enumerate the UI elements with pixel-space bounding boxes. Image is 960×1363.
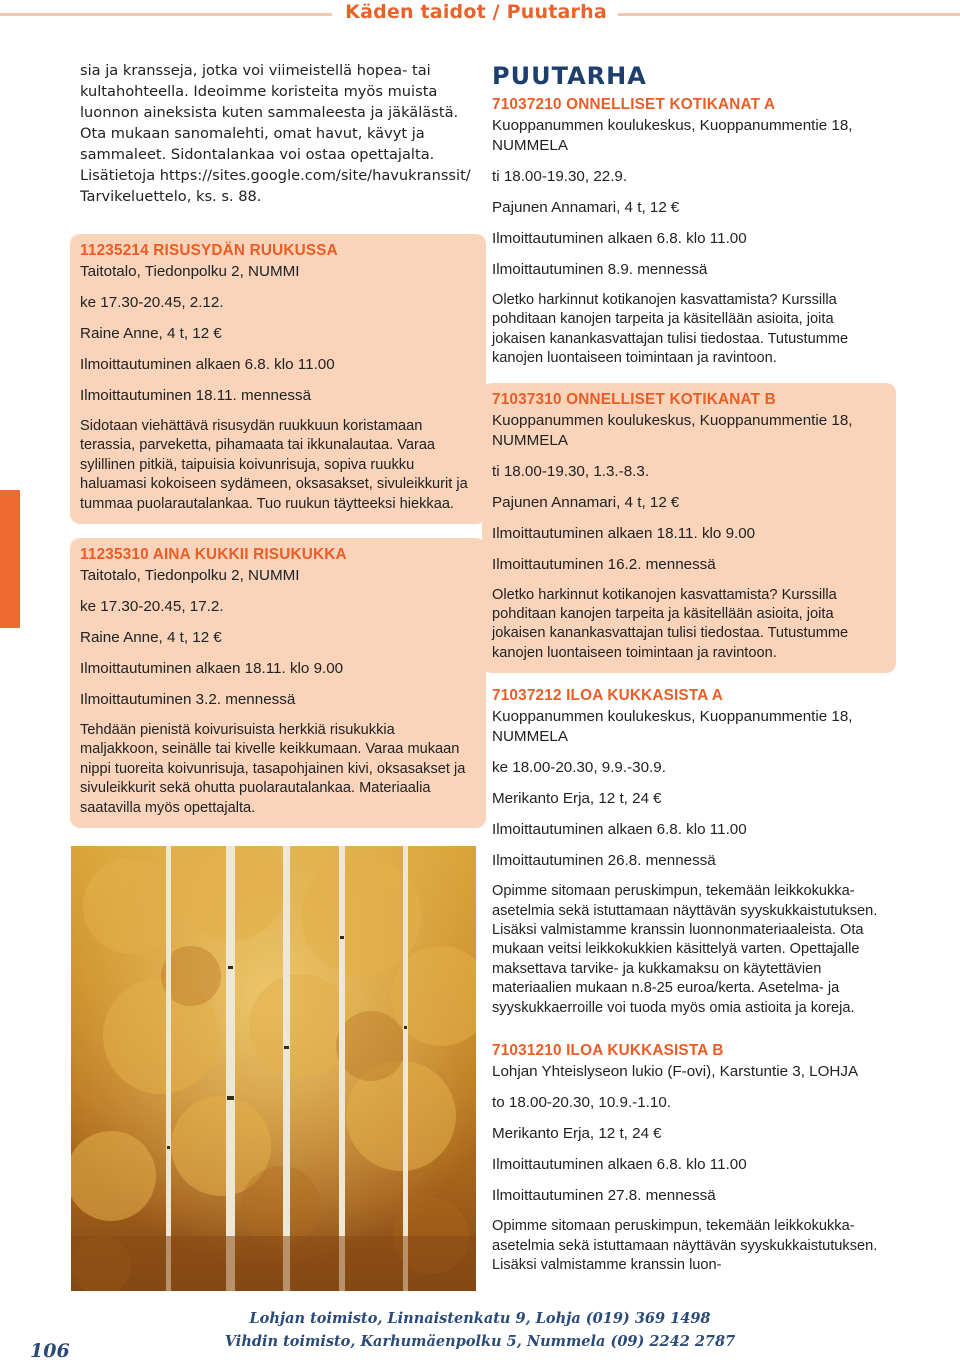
course-location: Taitotalo, Tiedonpolku 2, NUMMI [80, 567, 300, 585]
registration-start: Ilmoittautuminen alkaen 18.11. klo 9.00 [80, 660, 344, 678]
registration-deadline: Ilmoittautuminen 16.2. mennessä [492, 555, 716, 573]
footer-office-lohja: Lohjan toimisto, Linnaistenkatu 9, Lohja (019) 369 1498 [249, 1310, 711, 1327]
course-schedule: ke 17.30-20.45, 2.12. [80, 294, 224, 311]
autumn-forest-photo [71, 846, 476, 1291]
course-teacher [80, 324, 476, 344]
course-description: Opimme sitomaan peruskimpun, tekemään leikkokukka-asetelmia sekä istuttamaan näyttävän syyskukkaistutuksen. Lisäksi valmistamme kranssin luon- [492, 1218, 878, 1273]
header-rule-left [0, 13, 332, 16]
course-teacher [80, 628, 476, 648]
page-header [0, 0, 960, 30]
teacher-text: Pajunen Annamari, 4 t, 12 [492, 199, 667, 216]
course-description: Sidotaan viehättävä risusydän ruukkuun koristamaan terassia, parveketta, pihamaata tai ikkunalautaa. Varaa sylillinen pitkiä, taipuisia koivunrisuja, sopiva ruukku haluamasi kokoiseen sydämeen, oksasakset, sivuleikkurit ja tummaa puolarautalankaa. Tuo ruukun täytteeksi hiekkaa. [80, 418, 468, 512]
course-location: Kuoppanummen koulukeskus, Kuoppanummentie 18, NUMMELA [492, 411, 853, 449]
left-column [80, 58, 476, 828]
euro-sign: € [670, 493, 680, 511]
course-card [492, 1042, 886, 1275]
section-heading: PUUTARHA [492, 62, 647, 90]
course-schedule: ti 18.00-19.30, 1.3.-8.3. [492, 462, 650, 480]
registration-deadline: Ilmoittautuminen 8.9. mennessä [492, 261, 708, 278]
photo-illustration [71, 846, 476, 1291]
course-teacher [492, 1124, 886, 1144]
registration-start: Ilmoittautuminen alkaen 6.8. klo 11.00 [492, 230, 747, 247]
course-title: 71037310 ONNELLISET KOTIKANAT B [492, 390, 776, 408]
course-title: 11235310 AINA KUKKII RISUKUKKA [80, 546, 347, 564]
registration-deadline: Ilmoittautuminen 27.8. mennessä [492, 1187, 716, 1205]
course-location: Kuoppanummen koulukeskus, Kuoppanummentie 18, NUMMELA [492, 708, 853, 746]
course-card [492, 96, 886, 369]
intro-paragraph: sia ja kransseja, jotka voi viimeistellä hopea- tai kultahohteella. Ideoimme koristeita myös muista luonnon aineksista kuten sammaleesta ja jäkälästä. Ota mukaan sanomalehti, omat havut, kävyt ja sammaleet. Sidontalankaa voi ostaa opettajalta. Lisätietoja https://sites.google.com/site/havukranssit/ Tarvikeluettelo, ks. s. 88. [80, 62, 471, 205]
teacher-text: Pajunen Annamari, 4 t, 12 [492, 493, 667, 511]
course-description: Oletko harkinnut kotikanojen kasvattamista? Kurssilla pohditaan kanojen tarpeita ja käsitellään asioita, joita jokaisen kanankasvattajan tulisi tiedostaa. Tutustumme kanojen luontaiseen toimintaan ja ravintoon. [492, 292, 849, 367]
registration-deadline: Ilmoittautuminen 18.11. mennessä [80, 387, 312, 404]
course-card [492, 687, 886, 1018]
course-schedule: to 18.00-20.30, 10.9.-1.10. [492, 1094, 672, 1112]
course-card [70, 234, 486, 524]
teacher-text: Merikanto Erja, 12 t, 24 [492, 1125, 650, 1143]
course-schedule: ti 18.00-19.30, 22.9. [492, 168, 628, 185]
teacher-text: Raine Anne, 4 t, 12 [80, 629, 210, 647]
course-card [482, 383, 896, 674]
registration-start: Ilmoittautuminen alkaen 18.11. klo 9.00 [492, 524, 756, 542]
registration-deadline: Ilmoittautuminen 3.2. mennessä [80, 691, 296, 709]
page-number: 106 [30, 1340, 70, 1362]
course-schedule: ke 18.00-20.30, 9.9.-30.9. [492, 759, 666, 777]
course-title: 71037210 ONNELLISET KOTIKANAT A [492, 96, 776, 113]
course-teacher [492, 198, 886, 218]
euro-sign: € [213, 325, 222, 342]
euro-sign: € [670, 199, 680, 216]
course-location: Lohjan Yhteislyseon lukio (F-ovi), Karstuntie 3, LOHJA [492, 1063, 859, 1081]
course-description: Oletko harkinnut kotikanojen kasvattamista? Kurssilla pohditaan kanojen tarpeita ja käsitellään asioita, joita jokaisen kanankasvattajan tulisi tiedostaa. Tutustumme kanojen luontaiseen toimintaan ja ravintoon. [492, 586, 849, 661]
header-rule-right [618, 13, 960, 16]
course-title: 71031210 ILOA KUKKASISTA B [492, 1042, 724, 1060]
course-card [70, 538, 486, 828]
footer-office-vihti: Vihdin toimisto, Karhumäenpolku 5, Nummela (09) 2242 2787 [224, 1333, 736, 1350]
course-location: Kuoppanummen koulukeskus, Kuoppanummentie 18, NUMMELA [492, 117, 853, 154]
registration-start: Ilmoittautuminen alkaen 6.8. klo 11.00 [80, 356, 335, 373]
course-teacher [492, 789, 886, 809]
registration-start: Ilmoittautuminen alkaen 6.8. klo 11.00 [492, 1156, 747, 1174]
course-location: Taitotalo, Tiedonpolku 2, NUMMI [80, 263, 300, 280]
course-description: Tehdään pienistä koivurisuista herkkiä risukukkia maljakkoon, seinälle tai kivelle keikkumaan. Varaa mukaan nippi tuoreita koivunrisuja, tasapohjainen kivi, oksasakset ja sivuleikkurit sekä ohutta puolarautalankaa. Materiaalia saatavilla myös opettajalta. [80, 722, 466, 816]
euro-sign: € [653, 790, 662, 808]
registration-deadline: Ilmoittautuminen 26.8. mennessä [492, 852, 716, 870]
teacher-text: Raine Anne, 4 t, 12 [80, 325, 210, 342]
page-section-title: Käden taidot / Puutarha [345, 1, 607, 23]
right-column [492, 58, 886, 1275]
side-tab-marker [0, 490, 20, 628]
course-title: 71037212 ILOA KUKKASISTA A [492, 687, 724, 705]
course-title: 11235214 RISUSYDÄN RUUKUSSA [80, 242, 338, 259]
teacher-text: Merikanto Erja, 12 t, 24 [492, 790, 650, 808]
registration-start: Ilmoittautuminen alkaen 6.8. klo 11.00 [492, 821, 747, 839]
course-schedule: ke 17.30-20.45, 17.2. [80, 598, 224, 616]
course-teacher [492, 493, 886, 513]
euro-sign: € [213, 629, 222, 647]
course-description: Opimme sitomaan peruskimpun, tekemään leikkokukka-asetelmia sekä istuttamaan näyttävän syyskukkaistutuksen. Lisäksi valmistamme kranssin luonnonmateriaaleista. Ota mukaan veitsi leikkokukkien käsittelyä varten. Opettajalle maksettava tarvike- ja kukkamaksu on käytettävien materiaalien mukaan n.8-25 euroa/kerta. Asetelma- ja syyskukkaerroille voi tuoda myös omia astioita ja koreja. [492, 883, 878, 1016]
euro-sign: € [653, 1125, 662, 1143]
page-footer [200, 1307, 760, 1353]
